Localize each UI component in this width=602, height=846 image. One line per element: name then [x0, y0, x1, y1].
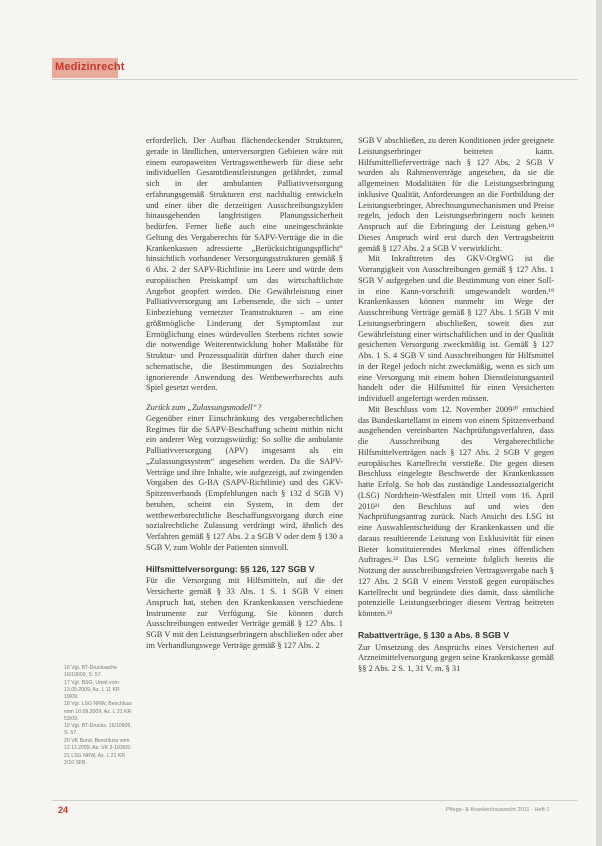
paragraph: Zur Umsetzung des Anspruchs eines Versicherten auf Arzneimittelversorgung gegen seine Krankenkasse gemäß §§ 2 Abs. 2 S. 1, 31 V. m. § 31 [358, 642, 554, 673]
section-heading: Hilfsmittelversorgung: §§ 126, 127 SGB V [146, 563, 315, 574]
text-column-right [358, 136, 554, 675]
footnote: 21 LSG NRW, Az. L 21 KR 2/10 SFB. [64, 752, 126, 766]
paragraph: Mit Inkrafttreten des GKV-OrgWG ist die Vorrangigkeit von Ausschreibungen gemäß § 127 Abs. 1 SGB V aufgegeben und die Bestimmung von einer Soll- in eine Kann-vorschrift umgewandelt worden.¹⁹ Krankenkassen können nunmehr im Wege der Ausschreibung Verträge gemäß § 127 Abs. 1 SGB V mit Leistungserbringern abschließen, soweit dies zur Gewährleistung einer wirtschaftlichen und in der Qualität gesicherten Versorgung zweckmäßig ist. Gemäß § 127 Abs. 1 S. 4 SGB V sind Ausschreibungen für Hilfsmittel in der Regel jedoch nicht zweckmäßig, wenn es sich um eine Versorgung mit einem hohen Dienstleistungsanteil handelt oder die Hilfsmittel für einen Versicherten individuell angefertigt werden müssen. [358, 254, 554, 403]
section-heading: Rabattverträge, § 130 a Abs. 8 SGB V [358, 629, 510, 640]
page-edge [596, 0, 602, 846]
footnotes [64, 665, 134, 767]
paragraph: erforderlich. Der Aufbau flächendeckender Strukturen, gerade in ländlichen, unterversorgten Gebieten wäre mit einem europaweiten Vertragswettbewerb für diese sehr individuellen Gesamtdienstleistungen gefährdet, zumal sich in der ambulanten Palliativversorgung erfahrungsgemäß Strukturen erst nachhaltig entwickeln und einer über die derzeitigen Ausschreibungszyklen hinausgehenden langfristigen Planungssicherheit bedürfen. Ferner ließe auch eine uneingeschränkte Geltung des Vergaberechts für SAPV-Verträge die in die Krankenkassen adressierte „Berücksichtigungspflicht“ hinsichtlich vorhandener Versorgungsstrukturen gemäß § 6 Abs. 2 der SAPV-Richtlinie ins Leere und würde dem europäischen Preiskampf um das wirtschaftlichste Angebot geopfert werden. Die Gewährleistung einer Palliativversorgung am Lebensende, die sich – unter Einbeziehung vernetzter Teamstrukturen – am eine größtmögliche Linderung der Symptomlast zur Ermöglichung eines würdevollen Sterbens richtet sowie die notwendige Weiterentwicklung hoher Maßstäbe für Struktur- und Prozessqualität dürften daher durch eine schematische, die Bestimmungen des Sozialrechts ignorierende Anwendung des Wettbewerbsrechts aufs Spiel gesetzt werden. [146, 136, 343, 393]
footnote: 17 Vgl. BSG, Urteil vom 13.05.2009, Az. L 11 KR 19/09. [64, 679, 120, 700]
page-number: 24 [58, 805, 69, 815]
section-heading: Zurück zum „Zulassungsmodell“? [146, 403, 262, 412]
text-column-left [146, 136, 343, 652]
paragraph: Für die Versorgung mit Hilfsmitteln, auf die der Versicherte gemäß § 33 Abs. 1 S. 1 SGB V einen Anspruch hat, stehen den Krankenkassen verschiedene Instrumente zur Verfügung. Sie können durch Ausschreibungen entweder Verträge gemäß § 127 Abs. 1 SGB V mit den Leistungserbringern abschließen oder aber im Verhandlungswege Verträge gemäß § 127 Abs. 2 [146, 576, 343, 650]
paragraph: Mit Beschluss vom 12. November 2009²⁰ entschied das Bundeskartellamt in einem von einem Spitzenverband ausgehenden vereinbarten Nachprüfungsverfahren, dass die Ausschreibung des Vergaberechtliche Hilfsmittelverträgen nach § 127 Abs. 2 SGB V gegen europäisches Kartellrecht verstieße. Die gegen diesen Beschluss eingelegte Beschwerde der Krankenkassen hatte Erfolg. So hob das zuständige Landessozialgericht (LSG) Nordrhein-Westfalen mit Urteil vom 16. April 2010²¹ den Beschluss auf und wies den Nachprüfungsantrag zurück. Nach Ansicht des LSG ist eine Auswahlentscheidung der Krankenkassen und die daraus resultierende Leistung von Exklusivität für einen Bieter konstituierendes Merkmal eines öffentlichen Auftrages.²² Das LSG verneinte folglich bereits die Nutzung der ausschreibungsfreien Vertragsvergabe nach § 127 Abs. 2 SGB V einem Verstoß gegen europäisches Kartellrecht und begründete dies damit, dass sämtliche potenzielle Leistungserbringer diesem Vertrag beitreten könnten.²³ [358, 404, 554, 618]
journal-reference: Pflege- & Krankenhausrecht 2011 · Heft 1 [446, 807, 550, 813]
footnote: 18 Vgl. LSG NRW, Beschluss vom 10.09.2009, Az. L 21 KR 53/09. [64, 701, 132, 722]
section-title: Medizinrecht [55, 61, 125, 73]
footnote: 16 Vgl. BT-Drucksache 16/10609, S. 57. [64, 665, 118, 679]
paragraph: Gegenüber einer Einschränkung des vergaberechtlichen Regimes für die SAPV-Beschaffung scheint mithin nicht ein anderer Weg vorzugswürdig: So sollte die ambulante Palliativversorgung (APV) insgesamt als ein „Zulassungssystem“ angesehen werden. Da die SAPV-Verträge und ihre Inhalte, wie aufgezeigt, auf zwingenden Vorgaben des G-BA (SAPV-Richtlinie) und des GKV-Spitzenverbands (Empfehlungen nach § 132 d SGB V) beruhen, scheint ein System, in dem der wettbewerbsrechtliche Beschaffungsvorgang durch eine sozialrechtliche Zulassung verdrängt wird, ähnlich des Verfahren gemäß § 127 Abs. 2 a SGB V oder dem § 130 a SGB V, zum Wohle der Patienten sinnvoll. [146, 413, 343, 552]
footnote: 20 VK Bund, Beschluss vom 12.11.2009, Az. VK 3-193/09. [64, 737, 132, 752]
footnote: 19 Vgl. BT-Drucks. 16/10609, S. 57. [64, 723, 132, 737]
header-divider [52, 79, 578, 80]
paragraph: SGB V abschließen, zu deren Konditionen jeder geeignete Leistungserbringer beitreten kann. Hilfsmittellieferverträge nach § 127 Abs. 2 SGB V wurden als Rahmenverträge angesehen, da sie die allgemeinen Modalitäten für die Leistungserbringung inklusive Qualität, Anforderungen an die Fortbildung der Leistungserbringer, Abrechnungsmechanismen und Preise regeln, jedoch den Leistungserbringern noch keinen Anspruch auf die Erbringung der Leistung geben.¹⁸ Dieses Anspruch wird erst durch den Vertragsbeitritt gemäß § 127 Abs. 2 a SGB V verwirklicht. [358, 136, 554, 253]
footer-divider [52, 800, 578, 801]
